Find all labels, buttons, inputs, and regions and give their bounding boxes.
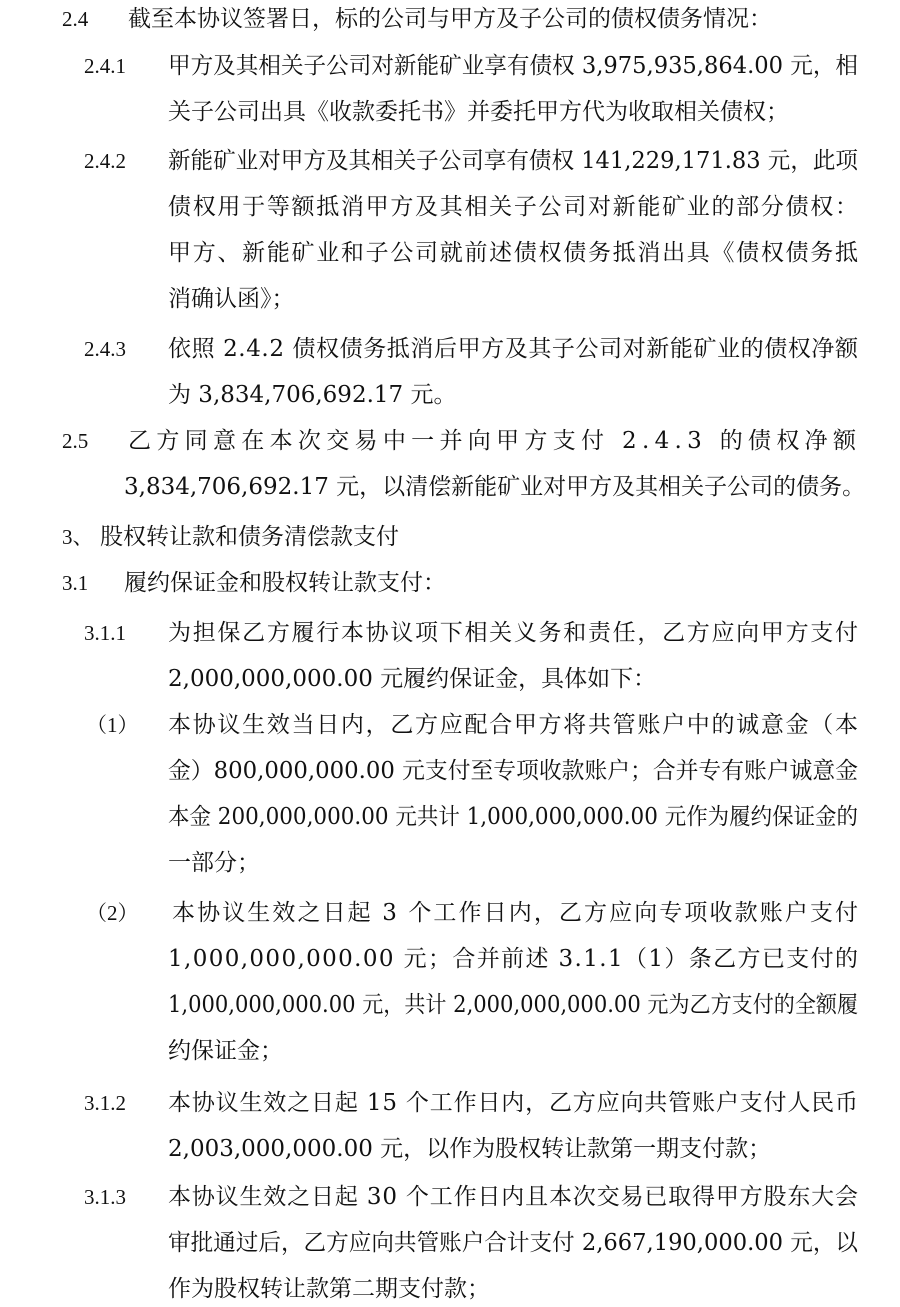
clause-text-line: 一部分； bbox=[168, 850, 260, 876]
clause-text-line: 2,003,000,000.00 元，以作为股权转让款第一期支付款； bbox=[168, 1136, 772, 1162]
clause-text-line: 甲方及其相关子公司对新能矿业享有债权 3,975,935,864.00 元，相 bbox=[168, 53, 858, 79]
clause-text-line: 约保证金； bbox=[168, 1038, 283, 1064]
clause-text-line: 乙方同意在本次交易中一并向甲方支付 2.4.3 的债权净额 bbox=[128, 428, 862, 454]
clause-number: 3.1.3 bbox=[84, 1185, 126, 1209]
clause-text-line: 本协议生效之日起 3 个工作日内，乙方应向专项收款账户支付 bbox=[172, 900, 861, 926]
clause-number: 2.4.2 bbox=[84, 149, 126, 173]
clause-text-line: 3,834,706,692.17 元，以清偿新能矿业对甲方及其相关子公司的债务。 bbox=[124, 474, 866, 500]
clause-text-line: 甲方、新能矿业和子公司就前述债权债务抵消出具《债权债务抵 bbox=[168, 240, 860, 266]
clause-text-line: 新能矿业对甲方及其相关子公司享有债权 141,229,171.83 元，此项 bbox=[168, 148, 858, 174]
clause-text-line: 本协议生效之日起 15 个工作日内，乙方应向共管账户支付人民币 bbox=[168, 1090, 859, 1116]
clause-number: 2.5 bbox=[62, 429, 89, 453]
clause-text-line: 本金 200,000,000.00 元共计 1,000,000,000.00 元作为履约保证金的 bbox=[168, 804, 858, 830]
clause-number: （2） bbox=[86, 901, 139, 925]
clause-text-line: 为担保乙方履行本协议项下相关义务和责任，乙方应向甲方支付 bbox=[168, 620, 860, 646]
clause-number: 2.4 bbox=[62, 7, 89, 31]
clause-text-line: 本协议生效之日起 30 个工作日内且本次交易已取得甲方股东大会 bbox=[168, 1184, 859, 1210]
clause-text-line: 金）800,000,000.00 元支付至专项收款账户；合并专有账户诚意金 bbox=[168, 758, 858, 784]
clause-number: （1） bbox=[86, 713, 139, 737]
clause-text-line: 1,000,000,000.00 元；合并前述 3.1.1（1）条乙方已支付的 bbox=[168, 946, 860, 972]
clause-text-line: 依照 2.4.2 债权债务抵消后甲方及其子公司对新能矿业的债权净额 bbox=[168, 336, 859, 362]
clause-text-line: 消确认函》； bbox=[168, 286, 295, 312]
clause-text-line: 2,000,000,000.00 元履约保证金，具体如下： bbox=[168, 666, 657, 692]
clause-text-line: 股权转让款和债务清偿款支付 bbox=[100, 524, 399, 550]
clause-text-line: 债权用于等额抵消甲方及其相关子公司对新能矿业的部分债权： bbox=[168, 194, 860, 220]
clause-text-line: 为 3,834,706,692.17 元。 bbox=[168, 382, 457, 408]
clause-text-line: 截至本协议签署日，标的公司与甲方及子公司的债权债务情况： bbox=[128, 6, 772, 32]
clause-text-line: 履约保证金和股权转让款支付： bbox=[124, 570, 446, 596]
clause-number: 2.4.3 bbox=[84, 337, 126, 361]
clause-text-line: 审批通过后，乙方应向共管账户合计支付 2,667,190,000.00 元，以 bbox=[168, 1230, 858, 1256]
clause-text-line: 本协议生效当日内，乙方应配合甲方将共管账户中的诚意金（本 bbox=[168, 712, 860, 738]
clause-number: 3.1 bbox=[62, 571, 89, 595]
clause-number: 2.4.1 bbox=[84, 54, 126, 78]
clause-number: 3.1.2 bbox=[84, 1091, 126, 1115]
clause-text-line: 1,000,000,000.00 元，共计 2,000,000,000.00 元为乙方支付的全额履 bbox=[168, 992, 858, 1018]
clause-text-line: 作为股权转让款第二期支付款； bbox=[168, 1276, 490, 1302]
clause-number: 3.1.1 bbox=[84, 621, 126, 645]
clause-text-line: 关子公司出具《收款委托书》并委托甲方代为收取相关债权； bbox=[168, 99, 789, 125]
clause-number: 3、 bbox=[62, 525, 94, 549]
